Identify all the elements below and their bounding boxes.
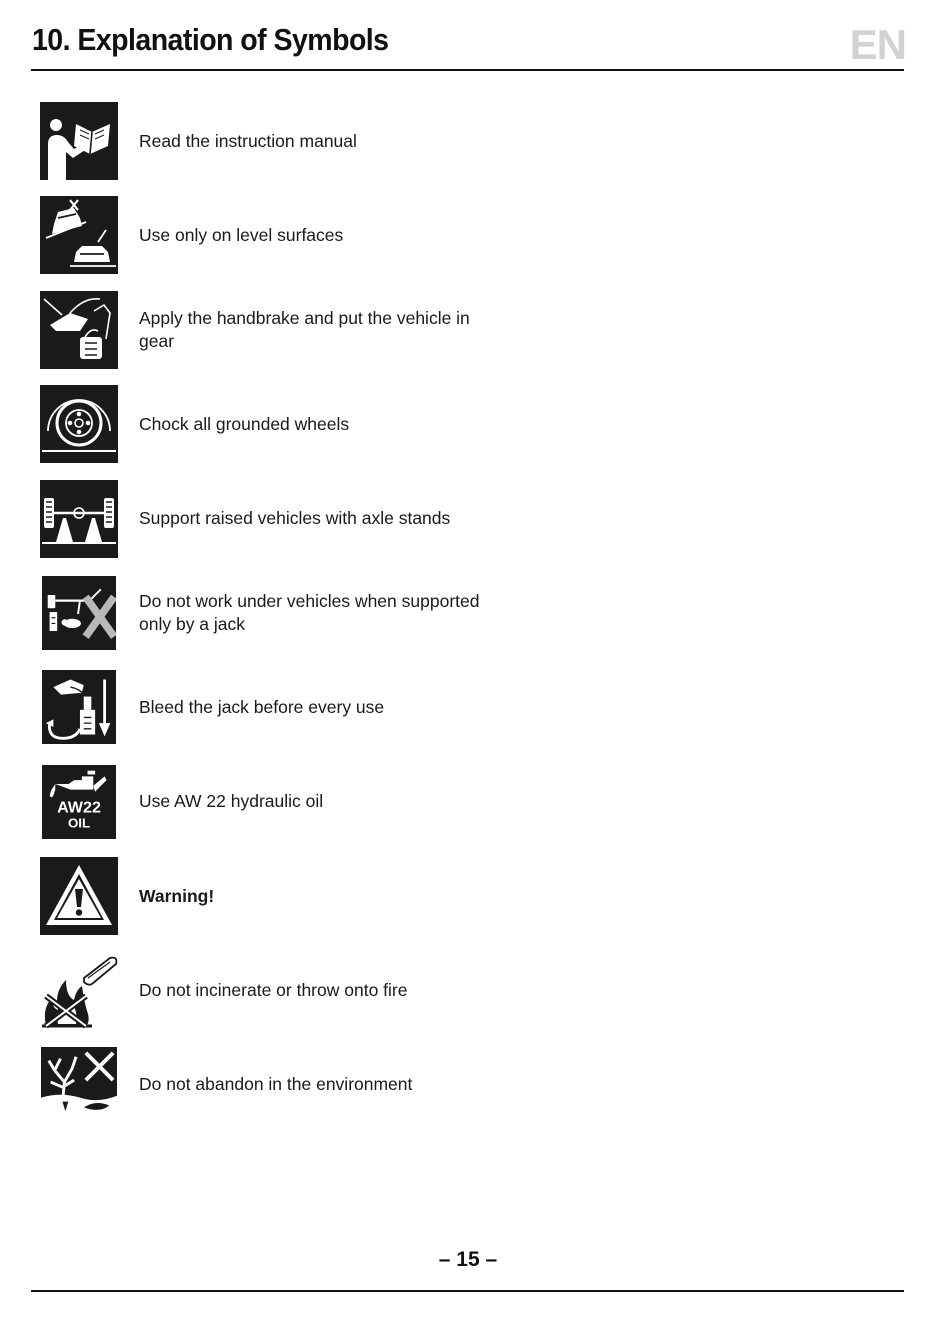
list-item [40, 668, 840, 762]
warning-triangle-icon [40, 857, 118, 935]
symbol-label: Read the instruction manual [139, 130, 357, 151]
hydraulic-oil-icon [42, 765, 116, 839]
no-environment-disposal-icon [41, 1047, 117, 1123]
symbol-list [40, 102, 840, 1140]
header-divider [31, 69, 904, 71]
symbol-label: Use AW 22 hydraulic oil [139, 791, 324, 812]
language-badge: EN [849, 21, 906, 68]
oil-grade-text: AW22 [57, 798, 101, 817]
list-item [40, 480, 840, 574]
symbol-label: Warning! [139, 885, 215, 906]
list-item [40, 857, 840, 951]
read-manual-icon [40, 102, 118, 180]
page-title: 10. Explanation of Symbols [32, 22, 389, 57]
list-item [40, 574, 840, 668]
symbol-label: Support raised vehicles with axle stands [139, 508, 451, 529]
oil-word-text: OIL [67, 815, 91, 831]
symbol-label: Use only on level surfaces [139, 224, 344, 245]
list-item [40, 1046, 840, 1140]
axle-stands-icon [40, 480, 118, 558]
no-work-under-jack-icon [42, 576, 116, 650]
list-item [40, 952, 840, 1046]
wheel-chock-icon [40, 385, 118, 463]
page-number: – 15 – [438, 1248, 498, 1271]
bleed-jack-icon [42, 670, 116, 744]
symbol-label: Chock all grounded wheels [139, 413, 350, 434]
handbrake-gear-icon [40, 291, 118, 369]
list-item [40, 763, 840, 857]
list-item [40, 385, 840, 479]
symbol-label: Bleed the jack before every use [139, 696, 385, 717]
level-surface-icon [40, 196, 118, 274]
list-item [40, 196, 840, 290]
list-item [40, 291, 840, 385]
symbol-label: Do not work under vehicles when supported only by a jack [139, 590, 480, 634]
footer-divider [31, 1290, 904, 1292]
symbol-label: Do not incinerate or throw onto fire [139, 980, 408, 1001]
no-fire-icon [40, 952, 118, 1030]
symbol-label: Do not abandon in the environment [139, 1074, 413, 1095]
list-item [40, 102, 840, 196]
symbol-label: Apply the handbrake and put the vehicle in gear [139, 307, 470, 351]
